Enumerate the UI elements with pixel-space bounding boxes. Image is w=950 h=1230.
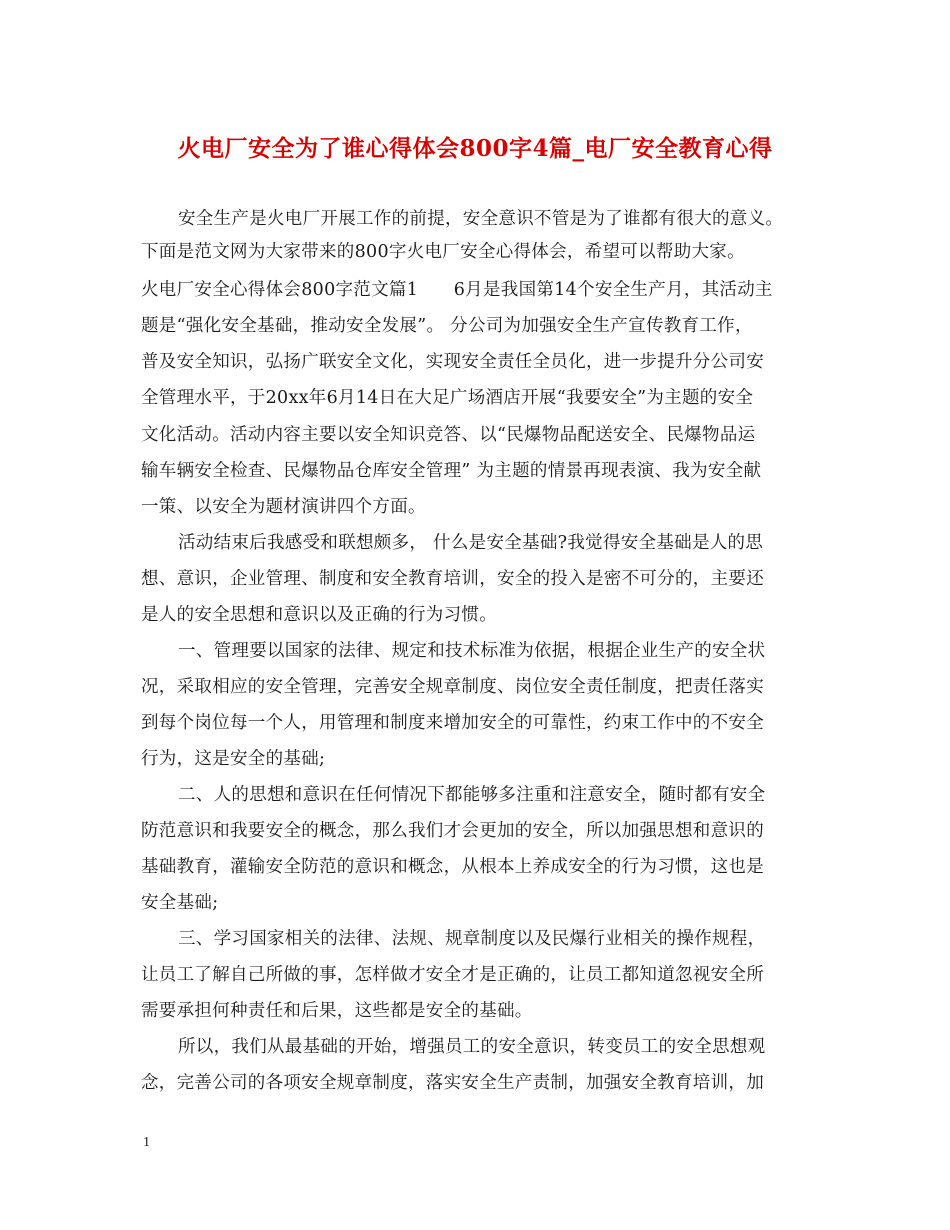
text-line: 所以，我们从最基础的开始，增强员工的安全意识，转变员工的安全思想观 bbox=[178, 1037, 766, 1057]
text-line: 全管理水平，于20xx年6月14日在大足广场酒店开展“我要安全”为主题的安全 bbox=[141, 388, 754, 408]
text-line: 火电厂安全心得体会800字范文篇1 6月是我国第14个安全生产月，其活动主 bbox=[141, 280, 773, 300]
text-line: 文化活动。活动内容主要以安全知识竞答、以“民爆物品配送安全、民爆物品运 bbox=[141, 425, 756, 445]
text-line: 一、管理要以国家的法律、规定和技术标准为依据，根据企业生产的安全状 bbox=[178, 641, 766, 661]
text-line: 三、学习国家相关的法律、法规、规章制度以及民爆行业相关的操作规程， bbox=[178, 929, 766, 949]
text-line: 基础教育，灌输安全防范的意识和概念，从根本上养成安全的行为习惯，这也是 bbox=[141, 857, 764, 877]
document-title: 火电厂安全为了谁心得体会800字4篇_电厂安全教育心得 bbox=[177, 135, 773, 162]
text-line: 行为，这是安全的基础; bbox=[141, 749, 326, 769]
text-line: 一策、以安全为题材演讲四个方面。 bbox=[141, 497, 426, 517]
text-line: 普及安全知识，弘扬广联安全文化，实现安全责任全员化，进一步提升分公司安 bbox=[141, 352, 764, 372]
text-line: 防范意识和我要安全的概念，那么我们才会更加的安全，所以加强思想和意识的 bbox=[141, 821, 764, 841]
text-line: 况，采取相应的安全管理，完善安全规章制度、岗位安全责任制度，把责任落实 bbox=[141, 677, 764, 697]
text-line: 需要承担何种责任和后果，这些都是安全的基础。 bbox=[141, 1001, 533, 1021]
text-line: 二、人的思想和意识在任何情况下都能够多注重和注意安全，随时都有安全 bbox=[178, 785, 766, 805]
text-line: 题是“强化安全基础，推动安全发展”。 分公司为加强安全生产宣传教育工作， bbox=[141, 316, 753, 336]
text-line: 安全基础; bbox=[141, 893, 219, 913]
text-line: 输车辆安全检查、民爆物品仓库安全管理” 为主题的情景再现表演、我为安全献 bbox=[141, 461, 762, 481]
text-line: 念，完善公司的各项安全规章制度，落实安全生产责制，加强安全教育培训，加 bbox=[141, 1073, 764, 1093]
text-line: 下面是范文网为大家带来的800字火电厂安全心得体会，希望可以帮助大家。 bbox=[141, 242, 745, 262]
text-line: 是人的安全思想和意识以及正确的行为习惯。 bbox=[141, 605, 497, 625]
text-line: 让员工了解自己所做的事，怎样做才安全才是正确的，让员工都知道忽视安全所 bbox=[141, 965, 764, 985]
text-line: 到每个岗位每一个人，用管理和制度来增加安全的可靠性，约束工作中的不安全 bbox=[141, 713, 764, 733]
text-line: 想、意识，企业管理、制度和安全教育培训，安全的投入是密不可分的，主要还 bbox=[141, 569, 764, 589]
text-line: 安全生产是火电厂开展工作的前提，安全意识不管是为了谁都有很大的意义。 bbox=[178, 209, 784, 229]
page-number: 1 bbox=[143, 1135, 150, 1150]
text-line: 活动结束后我感受和联想颇多， 什么是安全基础?我觉得安全基础是人的思 bbox=[178, 533, 764, 553]
